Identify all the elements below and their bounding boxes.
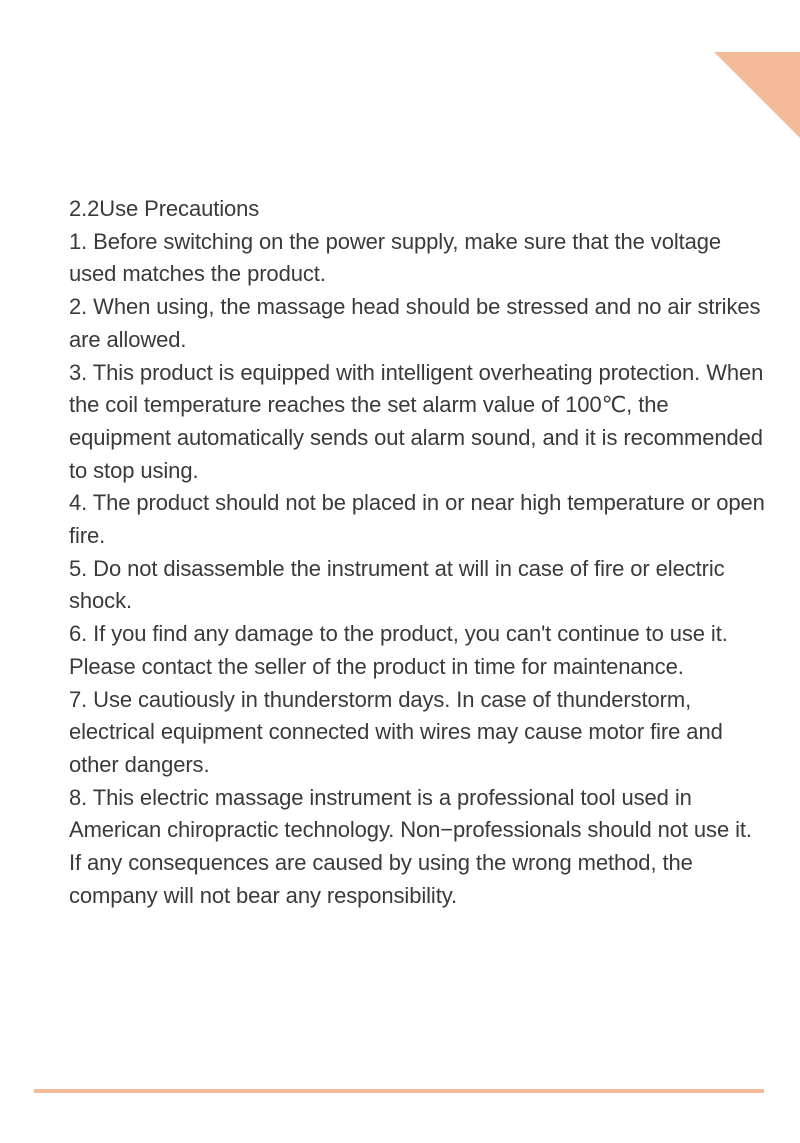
precautions-section xyxy=(69,193,769,912)
corner-decoration xyxy=(714,52,800,138)
precaution-item-5: 5. Do not disassemble the instrument at will in case of fire or electric shock. xyxy=(69,555,725,614)
precaution-item-3: 3. This product is equipped with intelligent overheating protection. When the coil temperature reaches the set alarm value of 100℃, the equipment automatically sends out alarm sound, and it is recommended to stop using. xyxy=(69,359,764,483)
precaution-item-6: 6. If you find any damage to the product, you can't continue to use it. Please contact the seller of the product in time for maintenance. xyxy=(69,621,728,679)
precaution-item-1: 1. Before switching on the power supply, make sure that the voltage used matches the product. xyxy=(69,228,722,287)
precaution-item-7: 7. Use cautiously in thunderstorm days. In case of thunderstorm, electrical equipment connected with wires may cause motor fire and other dangers. xyxy=(69,686,723,777)
footer-divider xyxy=(34,1089,764,1093)
precaution-item-2: 2. When using, the massage head should be stressed and no air strikes are allowed. xyxy=(69,294,761,352)
precaution-item-4: 4. The product should not be placed in or near high temperature or open fire. xyxy=(69,490,765,549)
precaution-item-8: 8. This electric massage instrument is a professional tool used in American chiropractic technology. Non−professionals should not use it. If any consequences are caused by using the wrong method, the company will not bear any responsibility. xyxy=(69,784,752,908)
section-title: 2.2Use Precautions xyxy=(69,196,260,221)
